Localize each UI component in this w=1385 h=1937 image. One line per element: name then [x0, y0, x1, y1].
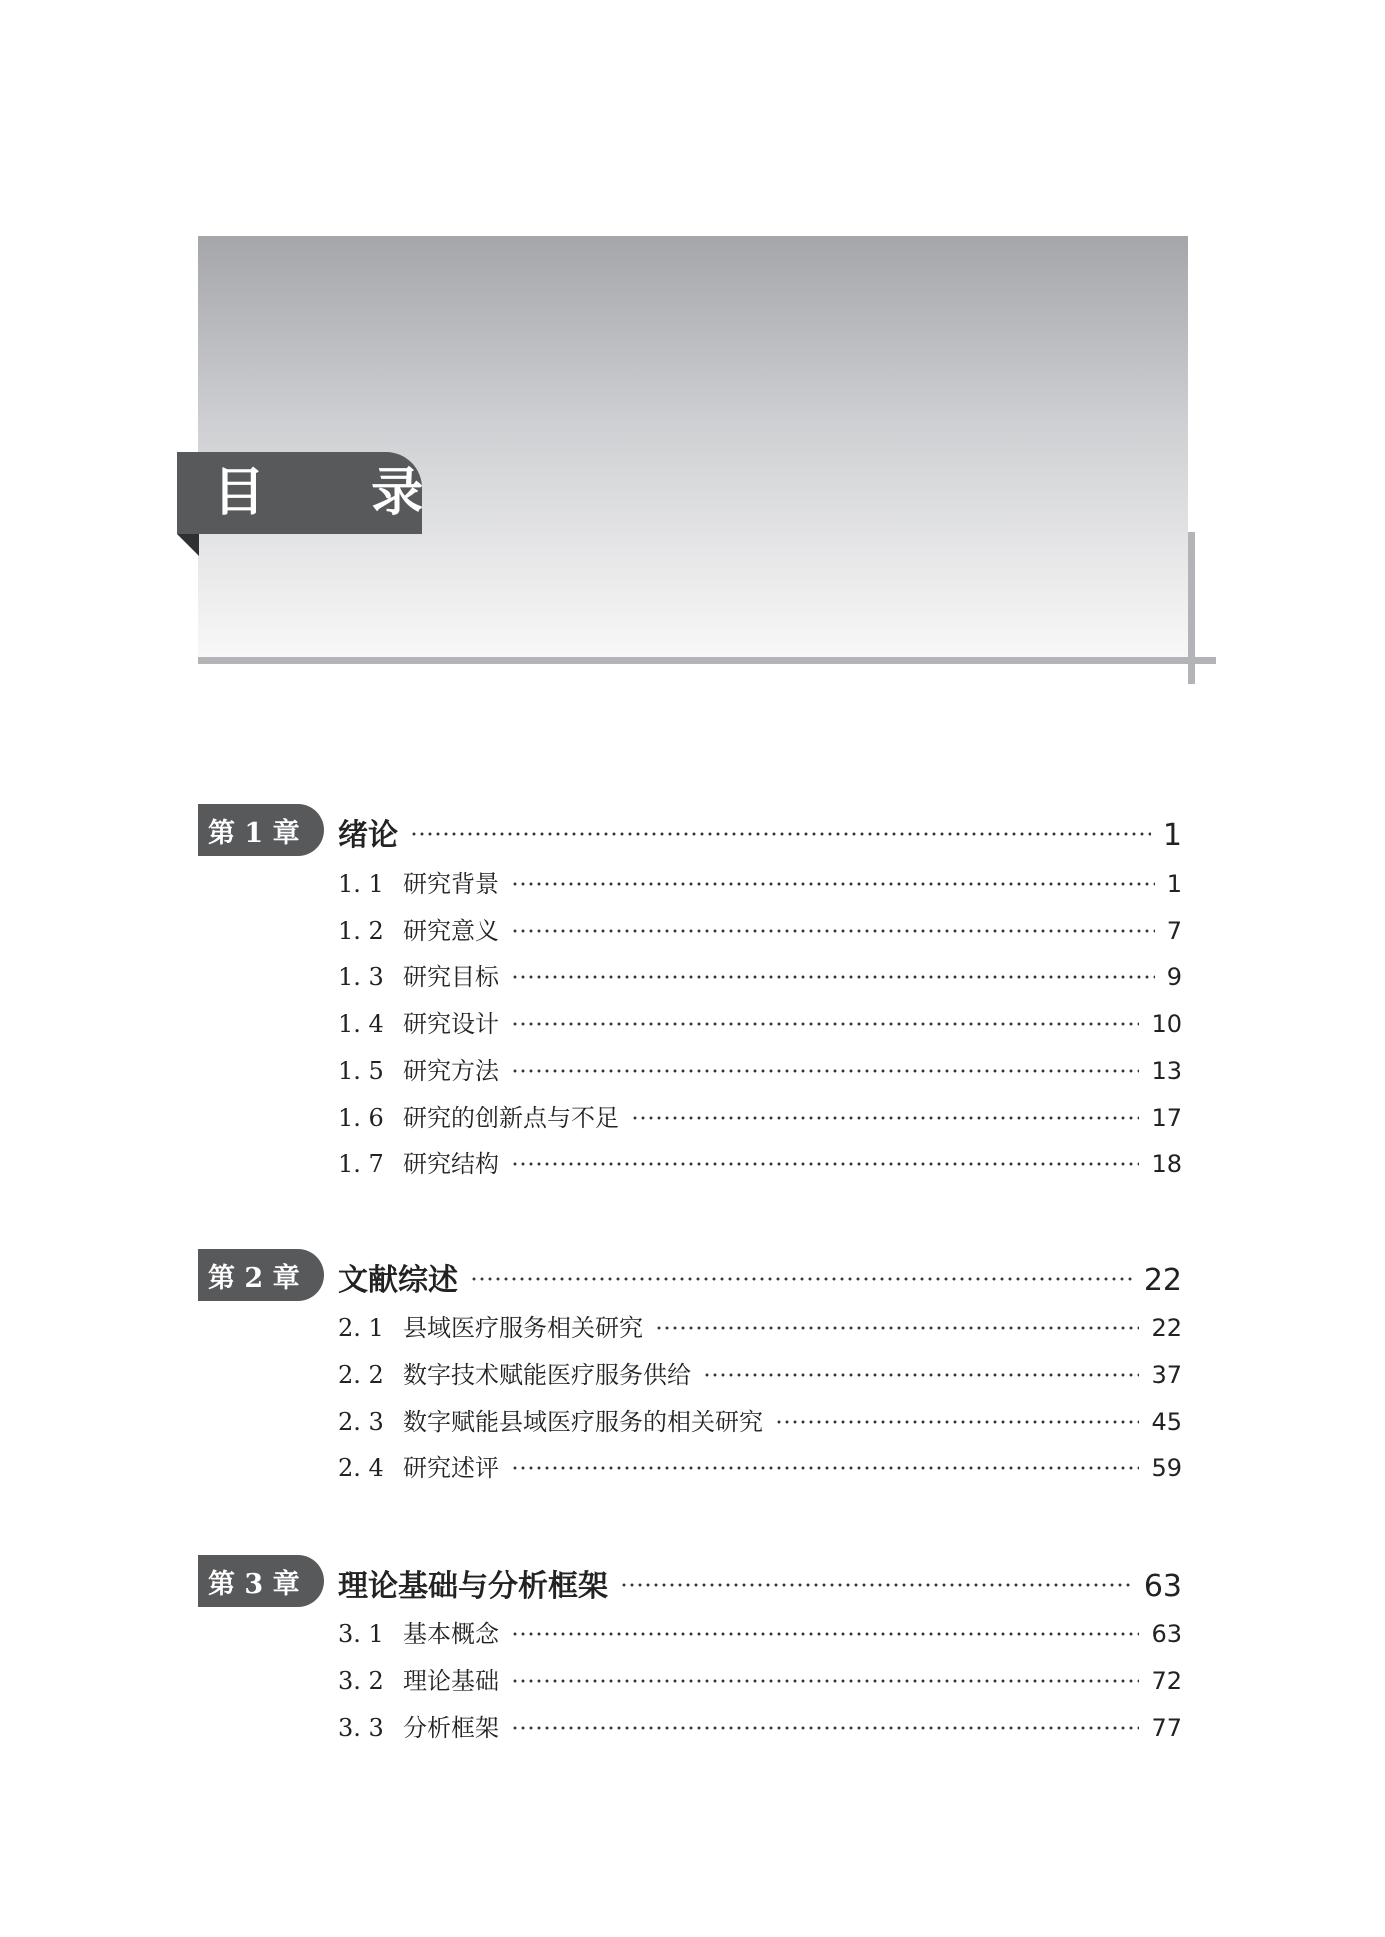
dot-leader [470, 1277, 1132, 1281]
page-number: 7 [1166, 917, 1182, 945]
dot-leader [511, 1632, 1139, 1636]
header-bottom-rule [198, 657, 1216, 664]
section-number: 2. 2 [338, 1361, 384, 1389]
section-entry[interactable] [338, 1708, 1182, 1740]
section-entry[interactable] [338, 1308, 1182, 1340]
section-title: 研究方法 [403, 1057, 499, 1085]
page-number: 63 [1151, 1620, 1182, 1648]
section-title: 研究背景 [403, 870, 499, 898]
section-number: 1. 4 [338, 1010, 384, 1038]
section-entry[interactable] [338, 1614, 1182, 1646]
header-panel [198, 236, 1188, 660]
chapter-badge: 第 2 章 [198, 1249, 324, 1301]
section-entry[interactable] [338, 1448, 1182, 1480]
section-entry[interactable] [338, 1661, 1182, 1693]
section-title: 数字技术赋能医疗服务供给 [403, 1361, 691, 1389]
section-title: 县域医疗服务相关研究 [403, 1314, 643, 1342]
page-number: 72 [1151, 1667, 1182, 1695]
section-entry[interactable] [338, 1051, 1182, 1083]
chapter-title: 理论基础与分析框架 [338, 1569, 608, 1604]
section-entry[interactable] [338, 1402, 1182, 1434]
dot-leader [775, 1420, 1139, 1424]
section-number: 1. 1 [338, 870, 384, 898]
section-entry[interactable] [338, 911, 1182, 943]
dot-leader [511, 1162, 1139, 1166]
section-title: 研究的创新点与不足 [403, 1104, 619, 1132]
section-entry[interactable] [338, 957, 1182, 989]
page-number: 13 [1151, 1057, 1182, 1085]
dot-leader [511, 929, 1155, 933]
section-number: 3. 1 [338, 1620, 384, 1648]
section-number: 1. 6 [338, 1104, 384, 1132]
section-number: 2. 1 [338, 1314, 384, 1342]
page-title: 目 录 [177, 452, 422, 534]
chapter-entry[interactable] [338, 1561, 1182, 1604]
section-title: 分析框架 [403, 1714, 499, 1742]
page-number: 37 [1151, 1361, 1182, 1389]
section-title: 基本概念 [403, 1620, 499, 1648]
section-title: 研究述评 [403, 1454, 499, 1482]
dot-leader [511, 1022, 1139, 1026]
chapter-badge: 第 3 章 [198, 1555, 324, 1607]
dot-leader [655, 1326, 1139, 1330]
section-entry[interactable] [338, 1004, 1182, 1036]
page-number: 77 [1151, 1714, 1182, 1742]
chapter-title: 文献综述 [338, 1263, 458, 1298]
title-tab-fold [177, 534, 199, 556]
dot-leader [511, 1466, 1139, 1470]
dot-leader [511, 1069, 1139, 1073]
page-number: 9 [1166, 963, 1182, 991]
page-number: 63 [1143, 1569, 1182, 1604]
section-title: 数字赋能县域医疗服务的相关研究 [403, 1408, 763, 1436]
section-number: 1. 5 [338, 1057, 384, 1085]
section-title: 研究目标 [403, 963, 499, 991]
section-number: 1. 3 [338, 963, 384, 991]
section-entry[interactable] [338, 1355, 1182, 1387]
dot-leader [631, 1116, 1139, 1120]
section-title: 研究意义 [403, 917, 499, 945]
page-number: 22 [1143, 1263, 1182, 1298]
page-number: 18 [1151, 1150, 1182, 1178]
header-side-rule [1188, 532, 1195, 684]
page-number: 1 [1166, 870, 1182, 898]
page-number: 22 [1151, 1314, 1182, 1342]
dot-leader [511, 975, 1155, 979]
page-number: 59 [1151, 1454, 1182, 1482]
page-number: 17 [1151, 1104, 1182, 1132]
section-number: 3. 2 [338, 1667, 384, 1695]
section-entry[interactable] [338, 864, 1182, 896]
section-title: 研究结构 [403, 1150, 499, 1178]
chapter-title: 绪论 [338, 818, 398, 853]
section-title: 研究设计 [403, 1010, 499, 1038]
dot-leader [620, 1583, 1132, 1587]
chapter-entry[interactable] [338, 1255, 1182, 1298]
section-entry[interactable] [338, 1144, 1182, 1176]
page-number: 1 [1162, 818, 1182, 853]
section-title: 理论基础 [403, 1667, 499, 1695]
chapter-entry[interactable] [338, 810, 1182, 853]
section-number: 1. 7 [338, 1150, 384, 1178]
section-number: 3. 3 [338, 1714, 384, 1742]
dot-leader [511, 882, 1155, 886]
dot-leader [410, 832, 1151, 836]
page-number: 45 [1151, 1408, 1182, 1436]
section-entry[interactable] [338, 1098, 1182, 1130]
section-number: 2. 4 [338, 1454, 384, 1482]
dot-leader [511, 1679, 1139, 1683]
section-number: 1. 2 [338, 917, 384, 945]
page-number: 10 [1151, 1010, 1182, 1038]
dot-leader [511, 1726, 1139, 1730]
chapter-badge: 第 1 章 [198, 804, 324, 856]
section-number: 2. 3 [338, 1408, 384, 1436]
dot-leader [703, 1373, 1139, 1377]
